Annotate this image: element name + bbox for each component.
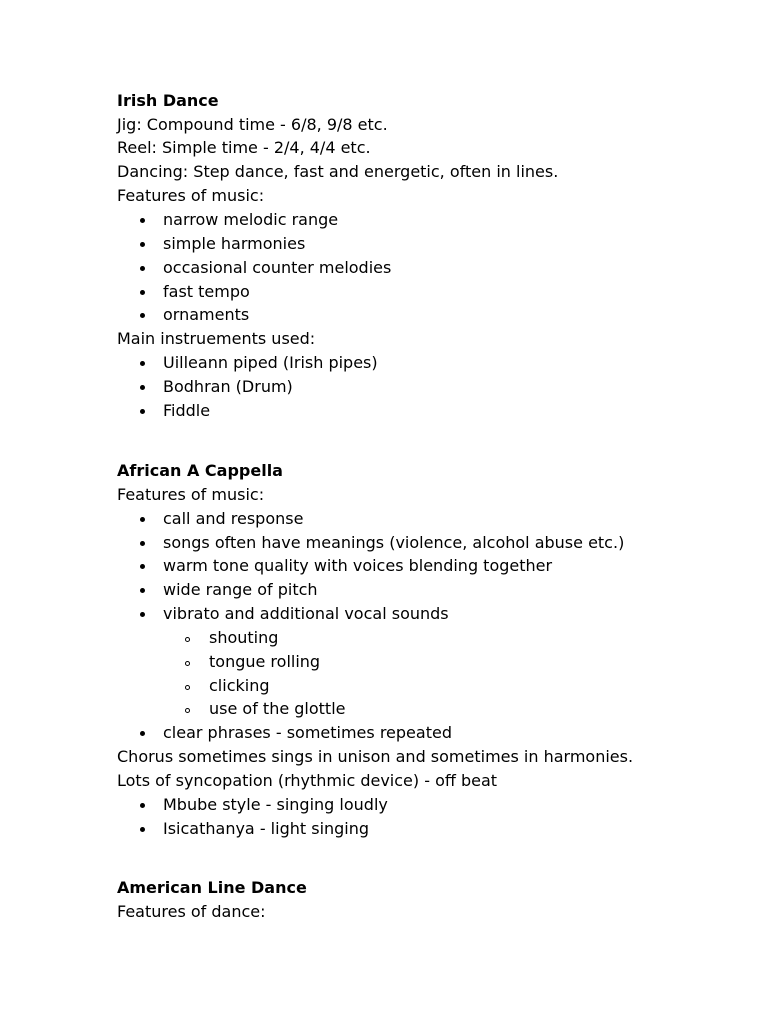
instruments-label: Main instruements used: bbox=[117, 329, 316, 348]
section-title-american-line-dance: American Line Dance bbox=[117, 878, 307, 897]
features-label: Features of dance: bbox=[117, 902, 266, 921]
features-label: Features of music: bbox=[117, 186, 265, 205]
syncopation-line: Lots of syncopation (rhythmic device) - off beat bbox=[117, 771, 498, 790]
section-title-african-a-cappella: African A Cappella bbox=[117, 461, 283, 480]
reel-line: Reel: Simple time - 2/4, 4/4 etc. bbox=[117, 138, 371, 157]
jig-line: Jig: Compound time - 6/8, 9/8 etc. bbox=[117, 115, 388, 134]
features-label: Features of music: bbox=[117, 485, 265, 504]
chorus-line: Chorus sometimes sings in unison and sometimes in harmonies. bbox=[117, 747, 634, 766]
document-page: Irish Dance Jig: Compound time - 6/8, 9/8 etc. Reel: Simple time - 2/4, 4/4 etc. Dancing: Step dance, fast and energetic, often in lines. Features of music: narrow melodic range simple harmonies occasional counter melodies fast tempo ornaments Main instruements used: Uilleann piped (Irish pipes) Bodhran (Drum) Fiddle African A Cappella Features of music: call and response songs often have meanings (violence, alcohol abuse etc.) warm tone quality with voices blending together wide range of pitch vibrato and additional vocal sounds shouting tongue rolling clicking use of the glottle clear phrases - sometimes repeated Chorus sometimes sings in unison and sometimes in harmonies. Lots of syncopation (rhythmic device) - off beat Mbube style - singing loudly Isicathanya - light singing American Line Dance Features of dance: bbox=[0, 0, 768, 1024]
dancing-line: Dancing: Step dance, fast and energetic, often in lines. bbox=[117, 162, 559, 181]
section-title-irish-dance: Irish Dance bbox=[117, 91, 219, 110]
